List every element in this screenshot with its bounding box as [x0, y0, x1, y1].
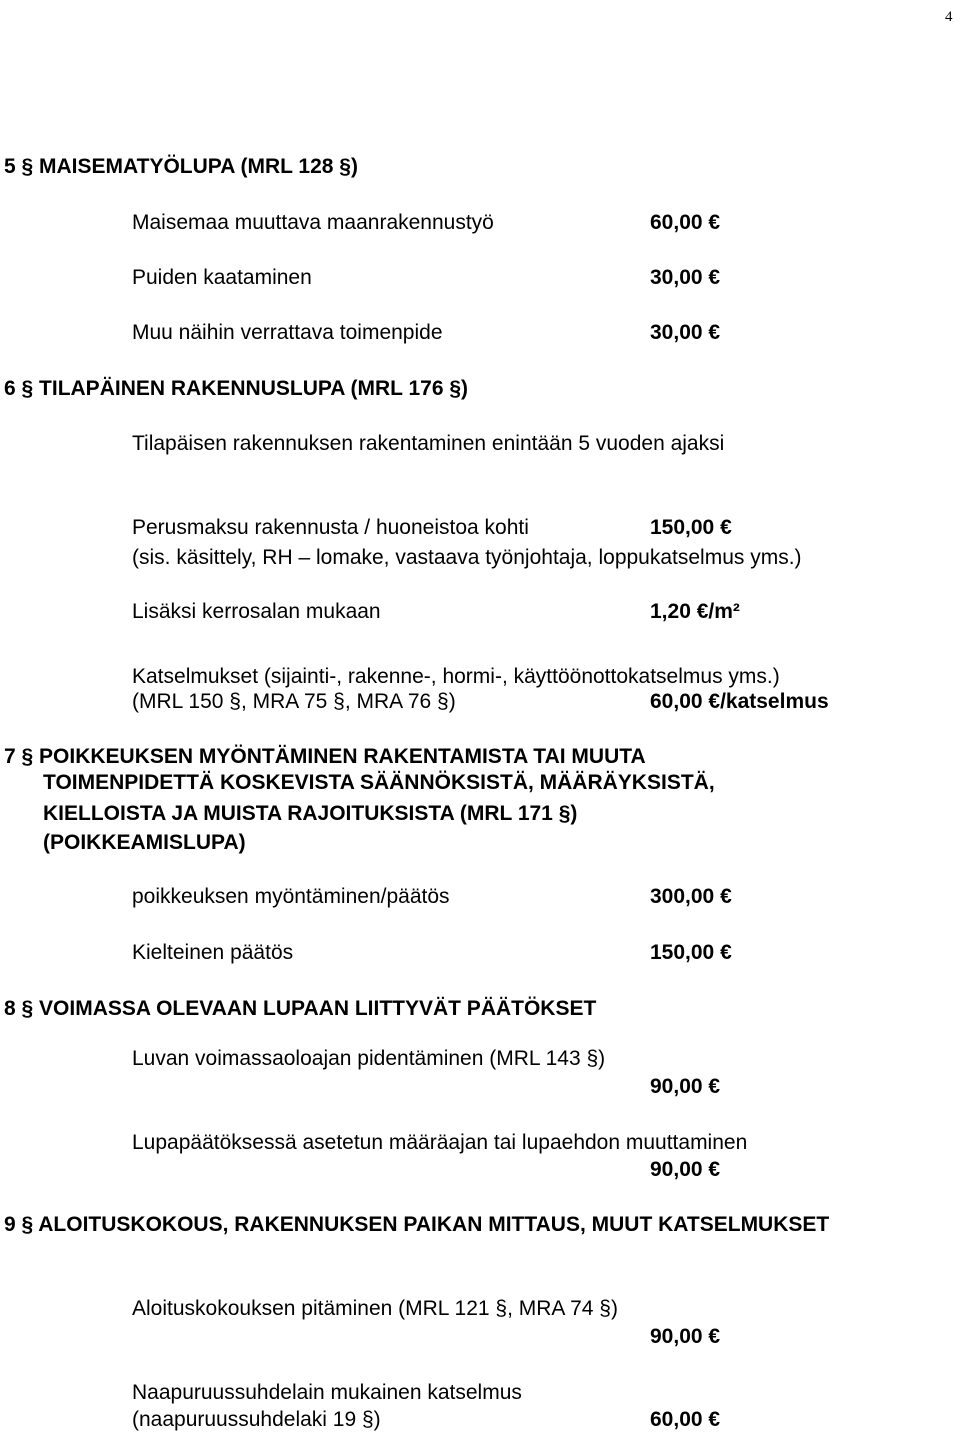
fee-price: 30,00 €	[650, 266, 721, 289]
section-9-heading: 9 § ALOITUSKOKOUS, RAKENNUKSEN PAIKAN MITTAUS, MUUT KATSELMUKSET	[4, 1213, 830, 1236]
fee-price: 150,00 €	[650, 941, 732, 964]
section-5-heading: 5 § MAISEMATYÖLUPA (MRL 128 §)	[4, 155, 358, 178]
fee-price: 60,00 €/katselmus	[650, 690, 829, 713]
section-7-heading-line: TOIMENPIDETTÄ KOSKEVISTA SÄÄNNÖKSISTÄ, MÄÄRÄYKSISTÄ,	[43, 771, 715, 794]
fee-label: Katselmukset (sijainti-, rakenne-, hormi-, käyttöönottokatselmus yms.)	[132, 665, 780, 688]
fee-label: poikkeuksen myöntäminen/päätös	[132, 885, 450, 908]
fee-label: Perusmaksu rakennusta / huoneistoa kohti	[132, 516, 529, 539]
fee-price: 1,20 €/m²	[650, 600, 740, 623]
fee-price: 90,00 €	[650, 1325, 721, 1348]
fee-price: 90,00 €	[650, 1075, 721, 1098]
fee-note: (sis. käsittely, RH – lomake, vastaava työnjohtaja, loppukatselmus yms.)	[132, 546, 802, 569]
section-7-heading-line: 7 § POIKKEUKSEN MYÖNTÄMINEN RAKENTAMISTA TAI MUUTA	[4, 745, 646, 768]
section-6-intro: Tilapäisen rakennuksen rakentaminen enintään 5 vuoden ajaksi	[132, 432, 725, 455]
fee-label: Lupapäätöksessä asetetun määräajan tai lupaehdon muuttaminen	[132, 1131, 748, 1154]
fee-label: Muu näihin verrattava toimenpide	[132, 321, 443, 344]
fee-price: 90,00 €	[650, 1158, 721, 1181]
fee-price: 150,00 €	[650, 516, 732, 539]
fee-price: 30,00 €	[650, 321, 721, 344]
fee-label: Luvan voimassaoloajan pidentäminen (MRL 143 §)	[132, 1047, 606, 1070]
fee-label: Aloituskokouksen pitäminen (MRL 121 §, MRA 74 §)	[132, 1297, 618, 1320]
section-8-heading: 8 § VOIMASSA OLEVAAN LUPAAN LIITTYVÄT PÄÄTÖKSET	[4, 997, 597, 1020]
fee-price: 60,00 €	[650, 211, 721, 234]
fee-label: Lisäksi kerrosalan mukaan	[132, 600, 381, 623]
section-7-heading-line: (POIKKEAMISLUPA)	[43, 831, 246, 854]
section-6-heading: 6 § TILAPÄINEN RAKENNUSLUPA (MRL 176 §)	[4, 377, 469, 400]
section-7-heading-line: KIELLOISTA JA MUISTA RAJOITUKSISTA (MRL 171 §)	[43, 802, 578, 825]
fee-reference: (MRL 150 §, MRA 75 §, MRA 76 §)	[132, 690, 456, 713]
fee-label: Kielteinen päätös	[132, 941, 294, 964]
fee-label: Maisemaa muuttava maanrakennustyö	[132, 211, 494, 234]
fee-label: Naapuruussuhdelain mukainen katselmus	[132, 1381, 522, 1404]
fee-price: 60,00 €	[650, 1408, 721, 1431]
fee-label: Puiden kaataminen	[132, 266, 312, 289]
fee-label: (naapuruussuhdelaki 19 §)	[132, 1408, 381, 1431]
page-number: 4	[945, 9, 953, 25]
fee-price: 300,00 €	[650, 885, 732, 908]
